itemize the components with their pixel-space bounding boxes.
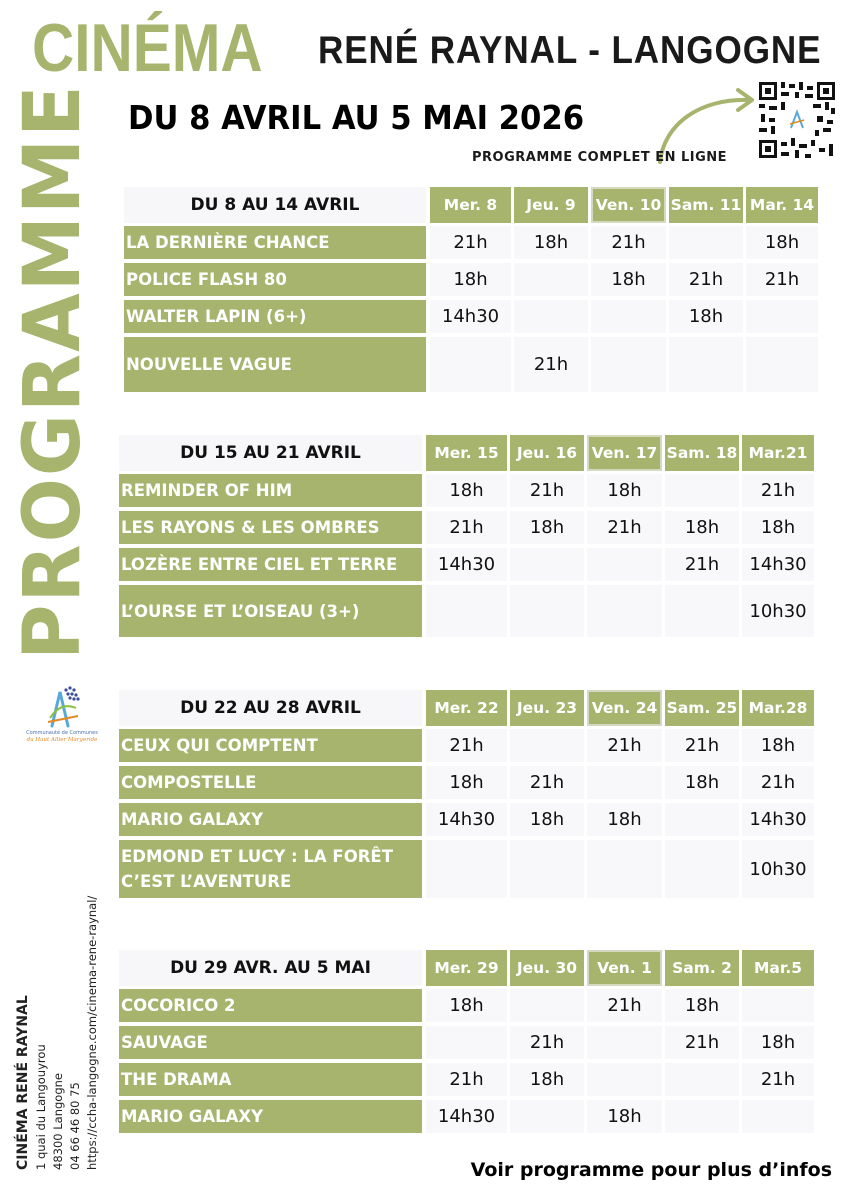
showtime — [510, 1100, 584, 1133]
showtime — [742, 1100, 814, 1133]
community-logo-icon — [22, 684, 102, 730]
showtime: 21h — [665, 548, 739, 581]
showtime — [746, 337, 818, 392]
film-title: COCORICO 2 — [119, 989, 422, 1022]
showtime: 18h — [426, 766, 507, 799]
showtime — [510, 840, 584, 898]
showtime: 21h — [665, 1026, 739, 1059]
showtime — [665, 474, 739, 507]
day-header: Sam. 2 — [665, 950, 739, 986]
film-title: LES RAYONS & LES OMBRES — [119, 511, 422, 544]
week-schedule-3 — [119, 690, 817, 902]
showtime: 21h — [587, 989, 662, 1022]
day-header: Ven. 1 — [587, 950, 662, 986]
showtime: 10h30 — [742, 840, 814, 898]
showtime: 18h — [746, 226, 818, 259]
day-header: Mar.21 — [742, 435, 814, 471]
showtime: 14h30 — [430, 300, 511, 333]
film-row — [119, 729, 817, 762]
film-row — [119, 548, 817, 581]
showtime: 18h — [587, 474, 662, 507]
film-title: LA DERNIÈRE CHANCE — [124, 226, 426, 259]
showtime — [510, 989, 584, 1022]
showtime: 21h — [510, 766, 584, 799]
contact-address: 1 quai du Langouyrou — [34, 1044, 48, 1170]
film-title: POLICE FLASH 80 — [124, 263, 426, 296]
showtime: 18h — [510, 1063, 584, 1096]
day-header: Mer. 8 — [430, 187, 511, 223]
programme-vertical-title: PROGRAMME — [8, 83, 98, 660]
day-header: Mer. 29 — [426, 950, 507, 986]
showtime: 18h — [587, 1100, 662, 1133]
film-title: THE DRAMA — [119, 1063, 422, 1096]
showtime — [587, 548, 662, 581]
showtime — [665, 840, 739, 898]
film-row — [119, 474, 817, 507]
showtime — [514, 263, 588, 296]
venue-title: RENÉ RAYNAL - LANGOGNE — [318, 29, 822, 72]
film-row — [119, 585, 817, 637]
showtime: 21h — [426, 729, 507, 762]
showtime: 21h — [665, 729, 739, 762]
showtime: 18h — [430, 263, 511, 296]
film-row — [119, 1100, 817, 1133]
film-title: L’OURSE ET L’OISEAU (3+) — [119, 585, 422, 637]
week-label: DU 15 AU 21 AVRIL — [119, 435, 422, 471]
week-schedule-2 — [119, 435, 817, 641]
showtime — [587, 585, 662, 637]
showtime — [669, 337, 743, 392]
week-label: DU 29 AVR. AU 5 MAI — [119, 950, 422, 986]
day-header: Sam. 25 — [665, 690, 739, 726]
showtime — [665, 585, 739, 637]
showtime — [587, 766, 662, 799]
week-schedule-4 — [119, 950, 817, 1137]
showtime: 18h — [426, 989, 507, 1022]
showtime — [510, 729, 584, 762]
day-header: Sam. 11 — [669, 187, 743, 223]
film-row — [119, 511, 817, 544]
showtime: 21h — [510, 1026, 584, 1059]
week-schedule-1 — [124, 187, 821, 396]
week-label: DU 22 AU 28 AVRIL — [119, 690, 422, 726]
showtime: 21h — [426, 511, 507, 544]
showtime: 14h30 — [426, 803, 507, 836]
week-label: DU 8 AU 14 AVRIL — [124, 187, 426, 223]
showtime: 21h — [587, 729, 662, 762]
showtime: 21h — [742, 474, 814, 507]
day-header: Sam. 18 — [665, 435, 739, 471]
showtime: 18h — [665, 989, 739, 1022]
film-title: LOZÈRE ENTRE CIEL ET TERRE — [119, 548, 422, 581]
film-row — [119, 1063, 817, 1096]
showtime: 21h — [742, 1063, 814, 1096]
week-header — [124, 187, 821, 223]
film-row — [119, 766, 817, 799]
showtime — [587, 840, 662, 898]
showtime: 18h — [591, 263, 666, 296]
showtime — [426, 840, 507, 898]
film-title: MARIO GALAXY — [119, 803, 422, 836]
showtime — [746, 300, 818, 333]
day-header: Mar. 14 — [746, 187, 818, 223]
film-row — [119, 1026, 817, 1059]
showtime — [742, 989, 814, 1022]
qr-code-icon[interactable] — [757, 80, 837, 160]
logo-text-line2: du Haut Allier Margeride — [26, 737, 98, 743]
contact-city: 48300 Langogne — [51, 1073, 65, 1170]
showtime: 18h — [587, 803, 662, 836]
film-row — [119, 989, 817, 1022]
day-header: Jeu. 30 — [510, 950, 584, 986]
showtime: 21h — [510, 474, 584, 507]
day-header: Ven. 10 — [591, 187, 666, 223]
day-header: Ven. 17 — [587, 435, 662, 471]
film-title: WALTER LAPIN (6+) — [124, 300, 426, 333]
cinema-title: CINÉMA — [32, 10, 263, 86]
showtime: 18h — [742, 1026, 814, 1059]
week-header — [119, 435, 817, 471]
week-header — [119, 690, 817, 726]
week-header — [119, 950, 817, 986]
showtime — [587, 1063, 662, 1096]
contact-info — [14, 896, 101, 1170]
day-header: Jeu. 16 — [510, 435, 584, 471]
film-row — [119, 840, 817, 898]
day-header: Mar.5 — [742, 950, 814, 986]
showtime — [514, 300, 588, 333]
day-header: Jeu. 23 — [510, 690, 584, 726]
film-row — [124, 337, 821, 392]
showtime: 18h — [669, 300, 743, 333]
film-row — [124, 300, 821, 333]
film-title: REMINDER OF HIM — [119, 474, 422, 507]
showtime — [510, 585, 584, 637]
showtime: 21h — [426, 1063, 507, 1096]
film-title: MARIO GALAXY — [119, 1100, 422, 1133]
contact-name: CINÉMA RENÉ RAYNAL — [15, 995, 31, 1170]
showtime: 18h — [514, 226, 588, 259]
day-header: Mer. 15 — [426, 435, 507, 471]
film-title: EDMOND ET LUCY : LA FORÊT C’EST L’AVENTURE — [119, 840, 422, 898]
showtime — [426, 585, 507, 637]
showtime: 18h — [665, 766, 739, 799]
showtime: 18h — [665, 511, 739, 544]
community-logo — [22, 684, 102, 748]
showtime: 14h30 — [426, 1100, 507, 1133]
showtime: 18h — [742, 729, 814, 762]
showtime: 18h — [510, 803, 584, 836]
period-title: DU 8 AVRIL AU 5 MAI 2026 — [128, 98, 585, 137]
day-header: Mer. 22 — [426, 690, 507, 726]
film-title: COMPOSTELLE — [119, 766, 422, 799]
showtime: 21h — [587, 511, 662, 544]
film-row — [119, 803, 817, 836]
showtime — [587, 1026, 662, 1059]
contact-phone: 04 66 46 80 75 — [68, 1082, 82, 1170]
showtime — [665, 803, 739, 836]
showtime — [591, 300, 666, 333]
showtime: 18h — [426, 474, 507, 507]
showtime — [665, 1100, 739, 1133]
contact-url[interactable]: https://ccha-langogne.com/cinema-rene-raynal/ — [85, 895, 99, 1170]
showtime: 21h — [746, 263, 818, 296]
showtime — [426, 1026, 507, 1059]
showtime: 14h30 — [742, 803, 814, 836]
showtime: 21h — [742, 766, 814, 799]
film-title: CEUX QUI COMPTENT — [119, 729, 422, 762]
showtime — [430, 337, 511, 392]
day-header: Ven. 24 — [587, 690, 662, 726]
showtime — [591, 337, 666, 392]
showtime — [665, 1063, 739, 1096]
film-row — [124, 226, 821, 259]
showtime: 18h — [510, 511, 584, 544]
showtime: 21h — [669, 263, 743, 296]
film-row — [124, 263, 821, 296]
showtime — [669, 226, 743, 259]
film-title: NOUVELLE VAGUE — [124, 337, 426, 392]
showtime — [510, 548, 584, 581]
film-title: SAUVAGE — [119, 1026, 422, 1059]
online-programme-label: PROGRAMME COMPLET EN LIGNE — [472, 150, 728, 165]
showtime: 21h — [430, 226, 511, 259]
day-header: Jeu. 9 — [514, 187, 588, 223]
showtime: 14h30 — [426, 548, 507, 581]
day-header: Mar.28 — [742, 690, 814, 726]
showtime: 21h — [591, 226, 666, 259]
logo-text-line1: Communauté de Communes — [26, 730, 98, 736]
showtime: 10h30 — [742, 585, 814, 637]
footer-note: Voir programme pour plus d’infos — [470, 1159, 832, 1181]
showtime: 21h — [514, 337, 588, 392]
showtime: 18h — [742, 511, 814, 544]
showtime: 14h30 — [742, 548, 814, 581]
